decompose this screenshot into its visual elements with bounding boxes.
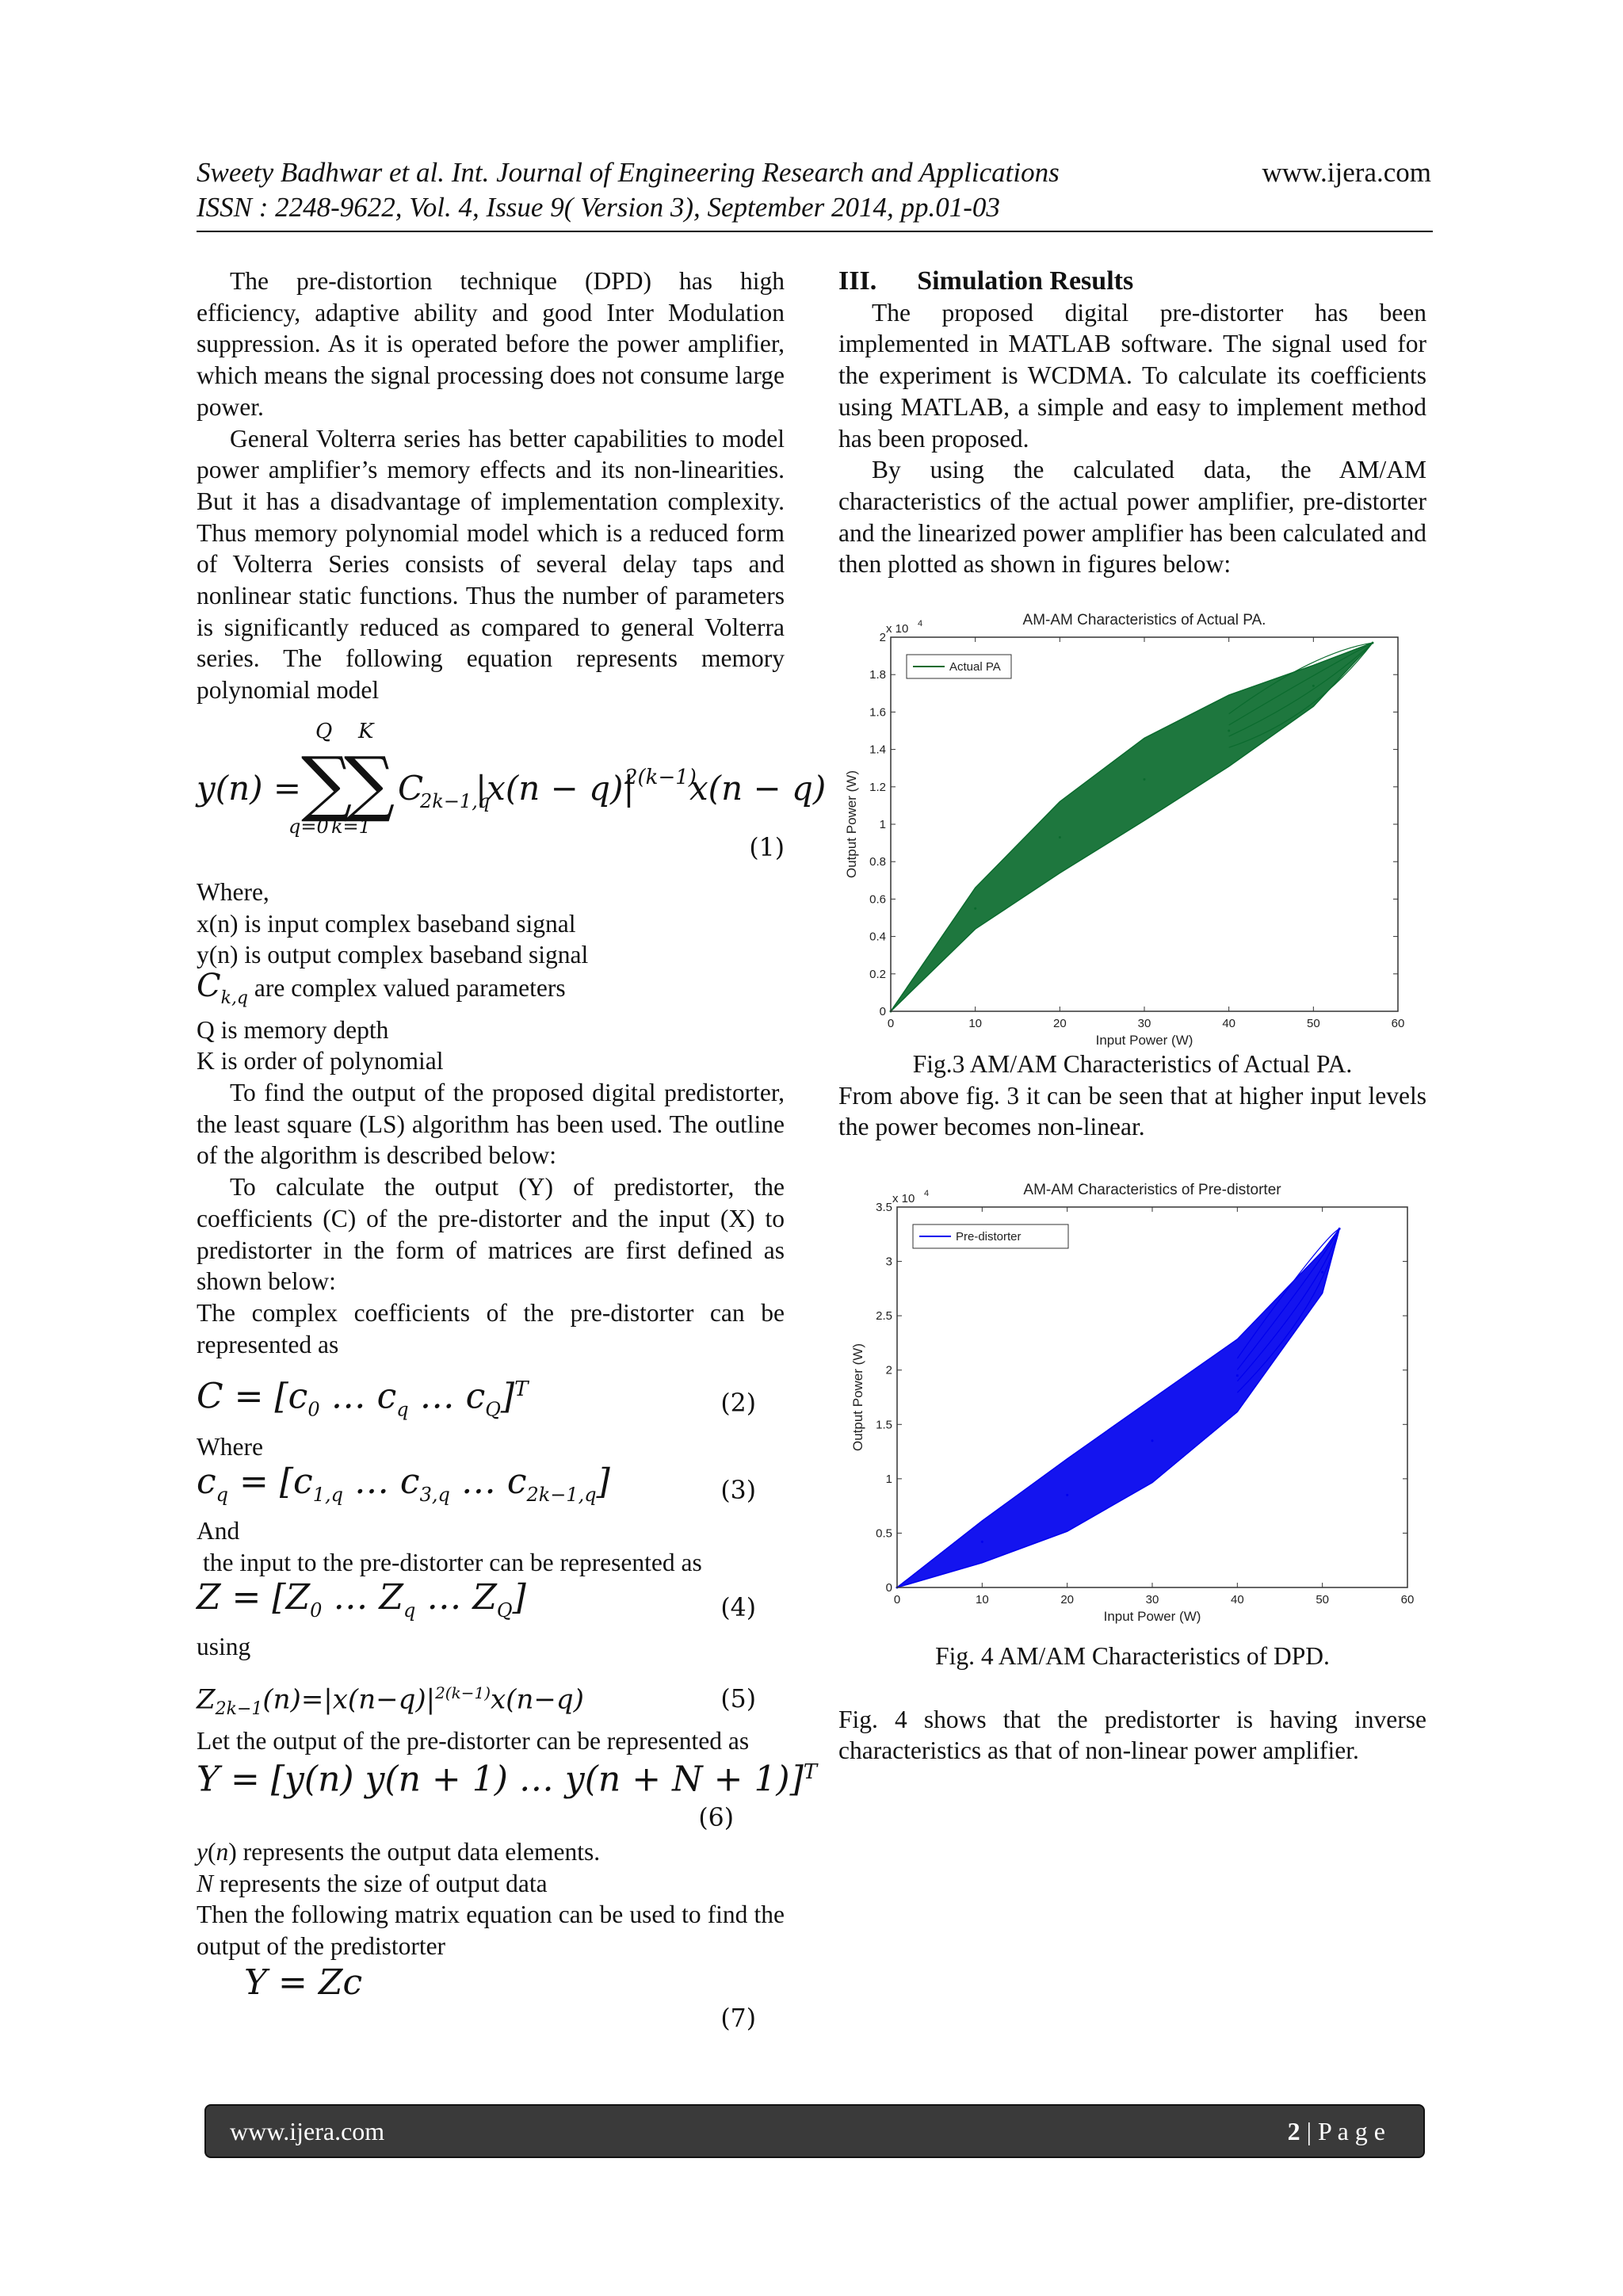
def-order: K is order of polynomial bbox=[197, 1047, 444, 1075]
svg-text:|x(n − q)|: |x(n − q)| bbox=[475, 768, 635, 808]
x-tick-label: 10 bbox=[975, 1593, 989, 1606]
x-tick-label: 60 bbox=[1391, 1017, 1405, 1030]
paragraph-coefficients: The complex coefficients of the pre-distorter can be represented as bbox=[197, 1298, 785, 1358]
x-tick-label: 50 bbox=[1316, 1593, 1330, 1606]
chart-title: AM-AM Characteristics of Actual PA. bbox=[1022, 612, 1266, 628]
x-tick-label: 20 bbox=[1052, 1017, 1067, 1030]
header-citation: Sweety Badhwar et al. Int. Journal of Engineering Research and Applications bbox=[197, 157, 1060, 188]
where-label: Where, bbox=[197, 877, 269, 906]
y-tick-label: 0.6 bbox=[869, 892, 886, 907]
y-tick-label: 2 bbox=[885, 1363, 892, 1377]
figure-3-chart bbox=[844, 610, 1412, 1054]
paragraph-matrices: To calculate the output (Y) of predistorter, the coefficients (C) of the pre-distorter and the input (X) to predistorter in the form of matrices are first defined as shown below: bbox=[197, 1173, 785, 1296]
svg-text:x(n − q): x(n − q) bbox=[689, 768, 827, 808]
y-axis-label: Output Power (W) bbox=[850, 1343, 865, 1452]
data-point bbox=[1151, 1439, 1154, 1442]
equation-4-number: (4) bbox=[720, 1593, 756, 1622]
equation-3 bbox=[197, 1463, 785, 1515]
data-point bbox=[1144, 778, 1146, 781]
paragraph-dpd: The pre-distortion technique (DPD) has high efficiency, adaptive ability and good Inter Modulation suppression. As it is operated before the power amplifier, which means the signal processing does not consume large power. bbox=[197, 267, 785, 421]
header-issn: ISSN : 2248-9622, Vol. 4, Issue 9( Version 3), September 2014, pp.01-03 bbox=[197, 192, 1000, 223]
def-n: N represents the size of output data bbox=[197, 1869, 548, 1897]
equation-5 bbox=[197, 1662, 785, 1725]
svg-text:Q: Q bbox=[315, 719, 333, 743]
x-axis-label: Input Power (W) bbox=[1095, 1033, 1193, 1048]
x-tick-label: 10 bbox=[968, 1017, 983, 1030]
x-tick-label: 0 bbox=[893, 1593, 901, 1606]
footer-site-link[interactable]: www.ijera.com bbox=[230, 2116, 385, 2145]
footer-page bbox=[1288, 2117, 1385, 2146]
equation-2-body: $C = [c_0$ … $c_q$ … $c_Q]^T$ bbox=[197, 1377, 529, 1421]
and-label: And bbox=[197, 1517, 240, 1545]
equation-6-number: (6) bbox=[698, 1803, 734, 1832]
paragraph-calculated: By using the calculated data, the AM/AM characteristics of the actual power amplifier, pre-distorter and the linearized power amplifier has been calculated and then plotted as shown in figures below: bbox=[838, 456, 1426, 579]
chart-title: AM-AM Characteristics of Pre-distorter bbox=[1023, 1182, 1281, 1198]
y-tick-label: 3 bbox=[885, 1255, 892, 1269]
y-tick-label: 0.2 bbox=[869, 967, 886, 981]
where-label-2: Where bbox=[197, 1433, 263, 1461]
svg-text:∑: ∑ bbox=[344, 741, 395, 825]
footer-page-label: | P a g e bbox=[1300, 2116, 1385, 2145]
svg-text:2k−1,q: 2k−1,q bbox=[420, 789, 491, 812]
equation-5-number: (5) bbox=[720, 1685, 756, 1714]
y-exponent-power: 4 bbox=[918, 619, 923, 628]
equation-1 bbox=[197, 706, 827, 877]
data-point bbox=[974, 907, 976, 910]
data-point bbox=[1312, 685, 1315, 687]
equation-7-body: Y = Zc bbox=[244, 1962, 363, 2003]
x-tick-label: 50 bbox=[1306, 1017, 1320, 1030]
def-input-signal: x(n) is input complex baseband signal bbox=[197, 909, 576, 938]
svg-text:y(n) =: y(n) = bbox=[197, 768, 302, 808]
x-tick-label: 30 bbox=[1145, 1593, 1159, 1606]
using-label: using bbox=[197, 1632, 251, 1660]
y-tick-label: 1.5 bbox=[876, 1418, 892, 1432]
y-exponent-power: 4 bbox=[924, 1189, 930, 1198]
y-tick-label: 1.6 bbox=[869, 705, 886, 720]
section-heading: III. Simulation Results bbox=[838, 266, 1134, 296]
paragraph-input: the input to the pre-distorter can be represented as bbox=[203, 1548, 702, 1576]
svg-text:2(k−1): 2(k−1) bbox=[624, 765, 697, 789]
equation-3-number: (3) bbox=[720, 1477, 756, 1506]
paragraph-output: Let the output of the pre-distorter can be represented as bbox=[197, 1727, 750, 1755]
y-axis-label: Output Power (W) bbox=[844, 770, 859, 879]
figure-3-caption: Fig.3 AM/AM Characteristics of Actual PA. bbox=[912, 1050, 1353, 1078]
data-point bbox=[1059, 836, 1061, 839]
y-tick-label: 0.5 bbox=[876, 1526, 892, 1541]
y-tick-label: 0 bbox=[885, 1581, 892, 1595]
y-tick-label: 0 bbox=[879, 1005, 886, 1018]
equation-2-number: (2) bbox=[720, 1389, 756, 1419]
y-exponent-label: x 10 bbox=[892, 1192, 915, 1205]
figure-4-chart bbox=[845, 1169, 1423, 1645]
legend-label: Pre-distorter bbox=[956, 1230, 1022, 1244]
paragraph-proposed: The proposed digital pre-distorter has been implemented in MATLAB software. The signal used for the experiment is WCDMA. To calculate its coefficients using MATLAB, a simple and easy to implement method has been proposed. bbox=[838, 298, 1426, 453]
x-axis-label: Input Power (W) bbox=[1103, 1609, 1201, 1624]
paragraph-fig4: Fig. 4 shows that the predistorter is having inverse characteristics as that of non-linear power amplifier. bbox=[838, 1705, 1426, 1765]
equation-1-number: (1) bbox=[749, 833, 785, 862]
data-point bbox=[981, 1541, 983, 1543]
equation-4 bbox=[197, 1576, 785, 1631]
svg-text:C: C bbox=[398, 768, 424, 808]
x-tick-label: 40 bbox=[1222, 1017, 1236, 1030]
spacer bbox=[838, 1672, 1426, 1704]
header-rule bbox=[197, 231, 1433, 232]
def-coefficients: $C_{k,q}$ are complex valued parameters bbox=[197, 967, 566, 1008]
x-tick-label: 30 bbox=[1137, 1017, 1151, 1030]
y-tick-label: 1 bbox=[885, 1472, 892, 1486]
data-point bbox=[1236, 1374, 1239, 1377]
equation-7-number: (7) bbox=[720, 2004, 756, 2033]
equation-5-body: $Z_{2k-1}(n)=|x(n-q)|^{2(k-1)}x(n-q)$ bbox=[197, 1683, 584, 1720]
svg-text:k=1: k=1 bbox=[331, 815, 371, 838]
y-tick-label: 1.2 bbox=[869, 780, 886, 794]
x-tick-label: 20 bbox=[1060, 1593, 1075, 1606]
y-tick-label: 0.4 bbox=[869, 930, 886, 944]
right-column bbox=[838, 266, 1426, 580]
page-footer bbox=[204, 2104, 1425, 2158]
x-tick-label: 0 bbox=[887, 1017, 895, 1030]
svg-text:q=0: q=0 bbox=[288, 815, 329, 838]
y-tick-label: 1.4 bbox=[869, 743, 886, 757]
left-column bbox=[197, 266, 827, 2042]
footer-page-number: 2 bbox=[1287, 2116, 1300, 2145]
y-tick-label: 2 bbox=[879, 631, 886, 644]
paragraph-ls: To find the output of the proposed digital predistorter, the least square (LS) algorithm has been used. The outline of the algorithm is described below: bbox=[197, 1079, 785, 1170]
legend-label: Actual PA bbox=[949, 660, 1001, 674]
def-yn: y(n) represents the output data elements. bbox=[197, 1837, 601, 1866]
svg-text:K: K bbox=[358, 719, 374, 743]
c-kq-symbol: $C_{k,q}$ bbox=[197, 967, 249, 1008]
data-point bbox=[1338, 1228, 1341, 1230]
equation-2 bbox=[197, 1360, 785, 1431]
y-exponent-label: x 10 bbox=[886, 622, 909, 636]
figure-4-block bbox=[838, 1641, 1426, 1767]
data-point bbox=[1321, 1271, 1323, 1274]
def-memory-depth: Q is memory depth bbox=[197, 1015, 389, 1044]
y-tick-label: 1.8 bbox=[869, 668, 886, 682]
equation-6 bbox=[197, 1757, 818, 1836]
equation-4-body: $Z = [Z_0$ … $Z_q$ … $Z_Q$] bbox=[197, 1576, 526, 1622]
equation-6-body: Y = [y(n) y(n + 1) … y(n + N + 1)]$^T$ bbox=[197, 1759, 818, 1800]
header-site-link[interactable]: www.ijera.com bbox=[1262, 157, 1431, 188]
x-tick-label: 40 bbox=[1230, 1593, 1244, 1606]
equation-3-body: $c_q = [c_{1,q}$ … $c_{3,q}$ … $c_{2k-1,q}$] bbox=[197, 1461, 610, 1506]
figure-4-caption: Fig. 4 AM/AM Characteristics of DPD. bbox=[935, 1642, 1330, 1670]
y-tick-label: 3.5 bbox=[876, 1201, 892, 1214]
data-point bbox=[1066, 1494, 1068, 1496]
paragraph-fig3: From above fig. 3 it can be seen that at higher input levels the power becomes non-linear. bbox=[838, 1081, 1426, 1141]
equation-1-graphic bbox=[197, 706, 827, 877]
def-output-signal: y(n) is output complex baseband signal bbox=[197, 941, 589, 969]
svg-text:∑: ∑ bbox=[301, 741, 353, 825]
x-tick-label: 60 bbox=[1400, 1593, 1415, 1606]
figure-3-block bbox=[838, 1049, 1426, 1143]
y-tick-label: 2.5 bbox=[876, 1309, 892, 1324]
paragraph-matrix-eq: Then the following matrix equation can be used to find the output of the predistorter bbox=[197, 1901, 785, 1961]
paragraph-volterra: General Volterra series has better capabilities to model power amplifier’s memory effects and its non-linearities. But it has a disadvantage of implementation complexity. Thus memory polynomial model which is a reduced form of Volterra Series consists of several delay taps and nonlinear static functions. Thus the number of parameters is significantly reduced as compared to general Volterra series. The following equation represents memory polynomial model bbox=[197, 424, 785, 705]
data-point bbox=[1228, 730, 1230, 732]
running-header bbox=[197, 155, 1431, 225]
data-band bbox=[897, 1228, 1339, 1587]
equation-7 bbox=[197, 1962, 785, 2042]
data-point bbox=[1372, 642, 1374, 644]
y-tick-label: 0.8 bbox=[869, 855, 886, 869]
y-tick-label: 1 bbox=[879, 818, 886, 831]
